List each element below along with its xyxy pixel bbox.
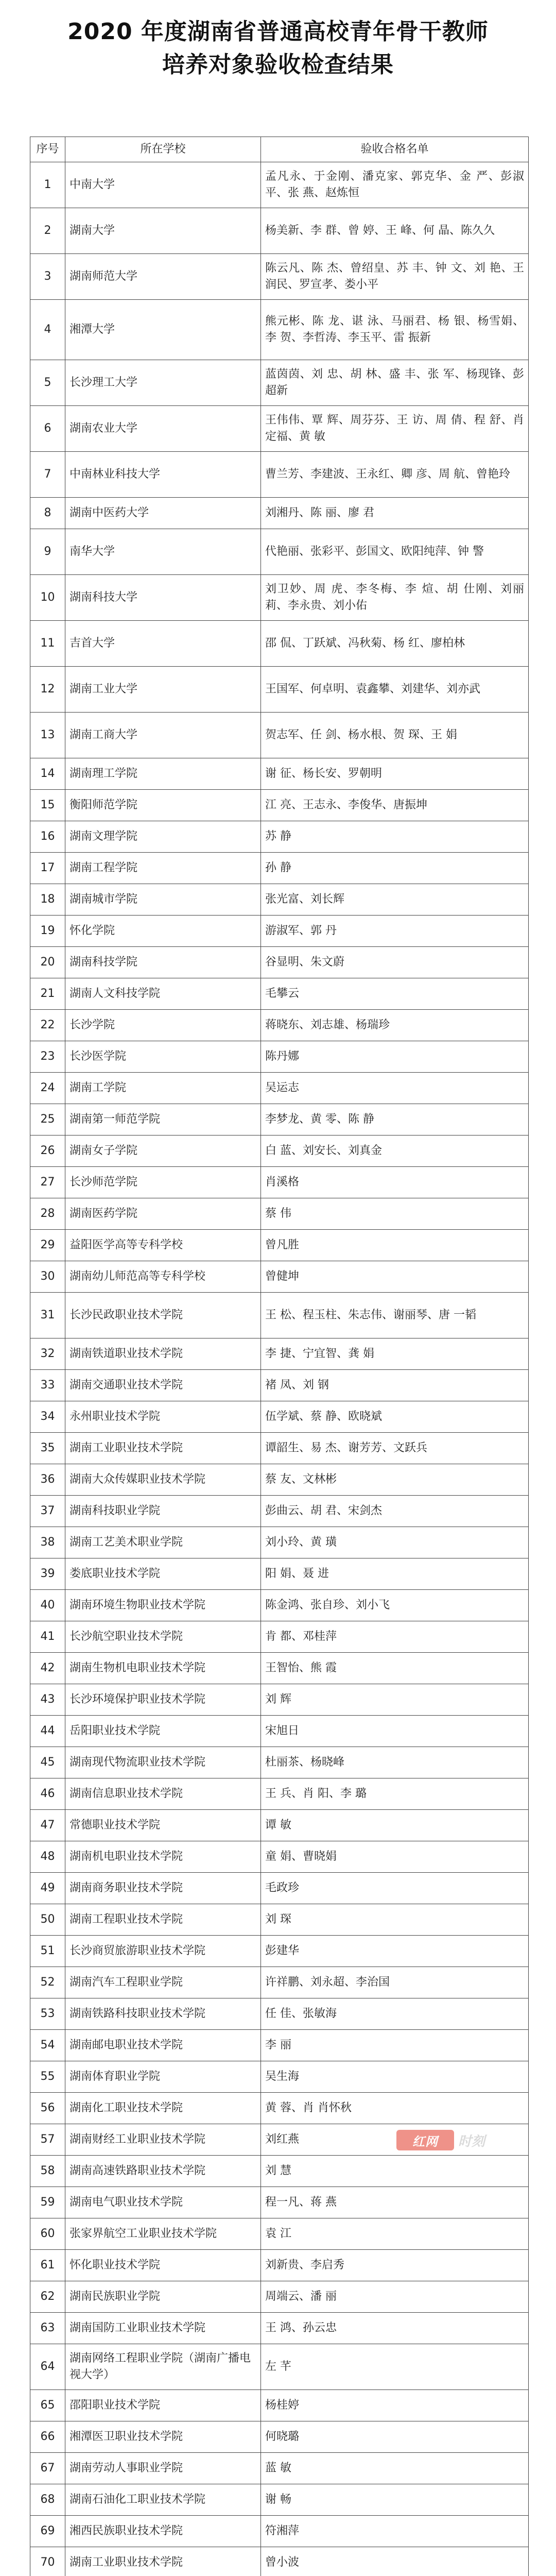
header-names: 验收合格名单	[261, 137, 529, 162]
row-index: 25	[30, 1104, 65, 1136]
row-school: 娄底职业技术学院	[65, 1558, 261, 1590]
row-school: 湖南劳动人事职业学院	[65, 2453, 261, 2484]
watermark-text: 时刻	[458, 2133, 485, 2149]
row-school: 湖南工业职业技术学院	[65, 2547, 261, 2576]
row-school: 中南林业科技大学	[65, 452, 261, 498]
row-names: 李 丽	[261, 2030, 529, 2061]
row-names: 陈丹娜	[261, 1041, 529, 1073]
row-school: 湖南文理学院	[65, 821, 261, 853]
table-row	[30, 1590, 529, 1621]
row-school: 湖南师范大学	[65, 254, 261, 300]
row-names: 蔡 伟	[261, 1198, 529, 1230]
row-index: 57	[30, 2124, 65, 2156]
row-index: 11	[30, 621, 65, 667]
row-school: 常德职业技术学院	[65, 1810, 261, 1841]
row-index: 3	[30, 254, 65, 300]
row-names: 杜丽茶、杨晓峰	[261, 1747, 529, 1778]
row-index: 53	[30, 1998, 65, 2030]
table-row	[30, 208, 529, 254]
row-school: 湖南第一师范学院	[65, 1104, 261, 1136]
row-names: 杨美新、李 群、曾 婷、王 峰、何 晶、陈久久	[261, 208, 529, 254]
row-names: 刘 辉	[261, 1684, 529, 1716]
row-names: 吴生海	[261, 2061, 529, 2093]
table-row	[30, 1464, 529, 1496]
row-school: 湖南工程职业技术学院	[65, 1904, 261, 1936]
row-school: 湖南信息职业技术学院	[65, 1778, 261, 1810]
row-names: 孟凡永、于金刚、潘克家、郭克华、金 严、彭淑平、张 燕、赵炼恒	[261, 162, 529, 208]
row-index: 61	[30, 2250, 65, 2281]
row-school: 湘西民族职业技术学院	[65, 2516, 261, 2547]
row-school: 湖南机电职业技术学院	[65, 1841, 261, 1873]
row-school: 长沙民政职业技术学院	[65, 1293, 261, 1338]
table-row	[30, 821, 529, 853]
row-school: 湖南科技职业学院	[65, 1496, 261, 1527]
table-row	[30, 1873, 529, 1904]
table-row	[30, 1684, 529, 1716]
row-names: 程一凡、蒋 燕	[261, 2187, 529, 2218]
row-school: 湖南工业大学	[65, 667, 261, 713]
table-row	[30, 1041, 529, 1073]
table-row	[30, 2547, 529, 2576]
row-names: 符湘萍	[261, 2516, 529, 2547]
row-names: 贺志军、任 剑、杨水根、贺 琛、王 娟	[261, 713, 529, 758]
row-names: 毛政珍	[261, 1873, 529, 1904]
row-index: 62	[30, 2281, 65, 2313]
row-school: 湖南现代物流职业技术学院	[65, 1747, 261, 1778]
row-names: 曹兰芳、李建波、王永红、卿 彦、周 航、曾艳玲	[261, 452, 529, 498]
row-school: 长沙学院	[65, 1010, 261, 1041]
row-names: 陈金鸿、张自珍、刘小飞	[261, 1590, 529, 1621]
row-school: 邵阳职业技术学院	[65, 2390, 261, 2421]
row-school: 湖南商务职业技术学院	[65, 1873, 261, 1904]
row-school: 湖南工学院	[65, 1073, 261, 1104]
row-names: 黄 蓉、肖 肖怀秋	[261, 2093, 529, 2124]
table-row	[30, 1621, 529, 1653]
table-row	[30, 406, 529, 452]
row-index: 46	[30, 1778, 65, 1810]
row-index: 70	[30, 2547, 65, 2576]
row-index: 13	[30, 713, 65, 758]
row-school: 湖南生物机电职业技术学院	[65, 1653, 261, 1684]
row-names: 周端云、潘 丽	[261, 2281, 529, 2313]
row-school: 张家界航空工业职业技术学院	[65, 2218, 261, 2250]
row-names: 王伟伟、覃 辉、周芬芬、王 访、周 倩、程 舒、肖定福、黄 敏	[261, 406, 529, 452]
row-index: 28	[30, 1198, 65, 1230]
row-school: 湖南民族职业学院	[65, 2281, 261, 2313]
row-school: 岳阳职业技术学院	[65, 1716, 261, 1747]
table-row	[30, 2093, 529, 2124]
row-names: 刘 慧	[261, 2156, 529, 2187]
table-row	[30, 1716, 529, 1747]
row-index: 60	[30, 2218, 65, 2250]
row-index: 33	[30, 1370, 65, 1401]
header-school: 所在学校	[65, 137, 261, 162]
table-row	[30, 1998, 529, 2030]
row-index: 45	[30, 1747, 65, 1778]
table-row	[30, 1936, 529, 1967]
table-row	[30, 713, 529, 758]
row-names: 谭韶生、易 杰、谢芳芳、文跃兵	[261, 1433, 529, 1464]
table-row	[30, 758, 529, 790]
row-index: 58	[30, 2156, 65, 2187]
row-index: 27	[30, 1167, 65, 1198]
row-names: 谢 征、杨长安、罗朝明	[261, 758, 529, 790]
table-row	[30, 790, 529, 821]
row-names: 肖溪格	[261, 1167, 529, 1198]
row-names: 孙 静	[261, 853, 529, 884]
row-index: 41	[30, 1621, 65, 1653]
row-index: 68	[30, 2484, 65, 2516]
row-school: 湖南铁道职业技术学院	[65, 1338, 261, 1370]
table-row	[30, 1338, 529, 1370]
row-index: 47	[30, 1810, 65, 1841]
row-school: 永州职业技术学院	[65, 1401, 261, 1433]
row-names: 白 蓝、刘安长、刘真金	[261, 1136, 529, 1167]
row-index: 37	[30, 1496, 65, 1527]
table-row	[30, 1778, 529, 1810]
table-row	[30, 1230, 529, 1261]
table-row	[30, 1810, 529, 1841]
row-school: 长沙理工大学	[65, 360, 261, 406]
table-row	[30, 452, 529, 498]
row-names: 蔡 友、文林彬	[261, 1464, 529, 1496]
row-names: 曾健坤	[261, 1261, 529, 1293]
table-row	[30, 2516, 529, 2547]
row-names: 刘新贵、李启秀	[261, 2250, 529, 2281]
row-names: 许祥鹏、刘永超、李治国	[261, 1967, 529, 1998]
row-index: 67	[30, 2453, 65, 2484]
row-index: 59	[30, 2187, 65, 2218]
table-row	[30, 2421, 529, 2453]
row-names: 杨桂婷	[261, 2390, 529, 2421]
row-index: 38	[30, 1527, 65, 1558]
row-school: 南华大学	[65, 529, 261, 575]
row-names: 左 芊	[261, 2344, 529, 2390]
table-row	[30, 2453, 529, 2484]
row-index: 23	[30, 1041, 65, 1073]
row-index: 19	[30, 916, 65, 947]
row-school: 湖南环境生物职业技术学院	[65, 1590, 261, 1621]
row-index: 12	[30, 667, 65, 713]
row-index: 66	[30, 2421, 65, 2453]
row-index: 9	[30, 529, 65, 575]
table-row	[30, 1496, 529, 1527]
row-school: 湖南网络工程职业学院（湖南广播电视大学）	[65, 2344, 261, 2390]
table-row	[30, 1293, 529, 1338]
table-row	[30, 667, 529, 713]
row-names: 谢 畅	[261, 2484, 529, 2516]
document-title	[0, 15, 556, 81]
row-school: 湖南铁路科技职业技术学院	[65, 1998, 261, 2030]
table-row	[30, 1010, 529, 1041]
row-school: 湖南工艺美术职业学院	[65, 1527, 261, 1558]
row-index: 39	[30, 1558, 65, 1590]
row-names: 江 亮、王志永、李俊华、唐振坤	[261, 790, 529, 821]
table-row	[30, 947, 529, 978]
row-index: 69	[30, 2516, 65, 2547]
header-index: 序号	[30, 137, 65, 162]
watermark	[396, 2128, 510, 2153]
row-school: 湖南财经工业职业技术学院	[65, 2124, 261, 2156]
table-row	[30, 1558, 529, 1590]
row-names: 张光富、刘长辉	[261, 884, 529, 916]
row-index: 16	[30, 821, 65, 853]
row-school: 湖南人文科技学院	[65, 978, 261, 1010]
table-row	[30, 1104, 529, 1136]
table-row	[30, 254, 529, 300]
row-school: 湖南农业大学	[65, 406, 261, 452]
row-names: 王 松、程玉柱、朱志伟、谢丽琴、唐 一韬	[261, 1293, 529, 1338]
table-row	[30, 978, 529, 1010]
row-school: 衡阳师范学院	[65, 790, 261, 821]
row-names: 王 兵、肖 阳、李 璐	[261, 1778, 529, 1810]
row-index: 15	[30, 790, 65, 821]
row-names: 彭曲云、胡 君、宋剑杰	[261, 1496, 529, 1527]
row-school: 湖南石油化工职业技术学院	[65, 2484, 261, 2516]
row-index: 48	[30, 1841, 65, 1873]
row-index: 64	[30, 2344, 65, 2390]
row-names: 何晓璐	[261, 2421, 529, 2453]
table-row	[30, 916, 529, 947]
row-index: 2	[30, 208, 65, 254]
table-header-row	[30, 137, 529, 162]
title-line-2: 培养对象验收检查结果	[162, 52, 394, 78]
row-school: 长沙商贸旅游职业技术学院	[65, 1936, 261, 1967]
row-index: 56	[30, 2093, 65, 2124]
results-table-container	[30, 137, 528, 2576]
row-names: 游淑军、郭 丹	[261, 916, 529, 947]
table-row	[30, 2061, 529, 2093]
table-row	[30, 162, 529, 208]
row-school: 湖南电气职业技术学院	[65, 2187, 261, 2218]
row-names: 谷显明、朱文蔚	[261, 947, 529, 978]
row-index: 20	[30, 947, 65, 978]
row-school: 湖南中医药大学	[65, 498, 261, 529]
row-index: 44	[30, 1716, 65, 1747]
table-row	[30, 2030, 529, 2061]
row-school: 长沙航空职业技术学院	[65, 1621, 261, 1653]
row-index: 24	[30, 1073, 65, 1104]
table-row	[30, 1841, 529, 1873]
row-names: 刘 琛	[261, 1904, 529, 1936]
table-row	[30, 2218, 529, 2250]
row-index: 6	[30, 406, 65, 452]
table-row	[30, 1653, 529, 1684]
row-school: 湘潭大学	[65, 300, 261, 360]
row-index: 35	[30, 1433, 65, 1464]
row-names: 童 娟、曹晓娟	[261, 1841, 529, 1873]
row-names: 王 鸿、孙云忠	[261, 2313, 529, 2344]
table-row	[30, 1967, 529, 1998]
row-school: 湖南邮电职业技术学院	[65, 2030, 261, 2061]
row-names: 曾凡胜	[261, 1230, 529, 1261]
row-school: 湖南体育职业学院	[65, 2061, 261, 2093]
row-index: 63	[30, 2313, 65, 2344]
table-row	[30, 1527, 529, 1558]
row-index: 50	[30, 1904, 65, 1936]
row-school: 湖南大众传媒职业技术学院	[65, 1464, 261, 1496]
row-school: 吉首大学	[65, 621, 261, 667]
row-names: 曾小波	[261, 2547, 529, 2576]
row-school: 湖南工业职业技术学院	[65, 1433, 261, 1464]
row-names: 刘湘丹、陈 丽、廖 君	[261, 498, 529, 529]
table-row	[30, 575, 529, 621]
table-row	[30, 300, 529, 360]
table-row	[30, 498, 529, 529]
table-row	[30, 529, 529, 575]
table-row	[30, 1167, 529, 1198]
row-school: 湖南科技大学	[65, 575, 261, 621]
table-row	[30, 2281, 529, 2313]
table-row	[30, 1433, 529, 1464]
table-row	[30, 884, 529, 916]
table-row	[30, 2344, 529, 2390]
row-index: 43	[30, 1684, 65, 1716]
table-row	[30, 621, 529, 667]
row-index: 36	[30, 1464, 65, 1496]
row-school: 湖南理工学院	[65, 758, 261, 790]
row-index: 14	[30, 758, 65, 790]
row-school: 湘潭医卫职业技术学院	[65, 2421, 261, 2453]
row-names: 肯 都、邓桂萍	[261, 1621, 529, 1653]
table-row	[30, 2156, 529, 2187]
table-row	[30, 1747, 529, 1778]
row-names: 伍学斌、蔡 静、欧晓斌	[261, 1401, 529, 1433]
row-school: 湖南工程学院	[65, 853, 261, 884]
row-index: 54	[30, 2030, 65, 2061]
row-index: 29	[30, 1230, 65, 1261]
table-row	[30, 1198, 529, 1230]
row-names: 阳 娟、聂 进	[261, 1558, 529, 1590]
row-school: 湖南工商大学	[65, 713, 261, 758]
table-row	[30, 1261, 529, 1293]
row-school: 湖南高速铁路职业技术学院	[65, 2156, 261, 2187]
row-school: 湖南国防工业职业技术学院	[65, 2313, 261, 2344]
row-school: 湖南医药学院	[65, 1198, 261, 1230]
table-row	[30, 853, 529, 884]
row-index: 1	[30, 162, 65, 208]
table-row	[30, 1370, 529, 1401]
row-index: 21	[30, 978, 65, 1010]
row-index: 30	[30, 1261, 65, 1293]
row-school: 湖南科技学院	[65, 947, 261, 978]
table-row	[30, 2390, 529, 2421]
row-names: 蓝 敏	[261, 2453, 529, 2484]
row-names: 毛攀云	[261, 978, 529, 1010]
row-names: 刘卫妙、周 虎、李冬梅、李 煊、胡 仕刚、刘丽莉、李永贵、刘小佑	[261, 575, 529, 621]
row-school: 长沙环境保护职业技术学院	[65, 1684, 261, 1716]
row-school: 湖南化工职业技术学院	[65, 2093, 261, 2124]
row-names: 陈云凡、陈 杰、曾绍皇、苏 丰、钟 文、刘 艳、王润民、罗宣孝、娄小平	[261, 254, 529, 300]
row-index: 22	[30, 1010, 65, 1041]
row-school: 中南大学	[65, 162, 261, 208]
row-index: 26	[30, 1136, 65, 1167]
row-index: 17	[30, 853, 65, 884]
row-school: 湖南女子学院	[65, 1136, 261, 1167]
row-index: 31	[30, 1293, 65, 1338]
row-index: 51	[30, 1936, 65, 1967]
row-index: 8	[30, 498, 65, 529]
results-table	[30, 137, 529, 2576]
row-school: 长沙师范学院	[65, 1167, 261, 1198]
table-body	[30, 162, 529, 2576]
row-names: 谭 敏	[261, 1810, 529, 1841]
row-index: 49	[30, 1873, 65, 1904]
table-row	[30, 2484, 529, 2516]
row-index: 40	[30, 1590, 65, 1621]
table-row	[30, 1136, 529, 1167]
table-row	[30, 2313, 529, 2344]
row-names: 吴运志	[261, 1073, 529, 1104]
table-row	[30, 1401, 529, 1433]
row-index: 10	[30, 575, 65, 621]
row-names: 袁 江	[261, 2218, 529, 2250]
table-row	[30, 1904, 529, 1936]
row-names: 邵 侃、丁跃斌、冯秋菊、杨 红、廖柏林	[261, 621, 529, 667]
row-names: 宋旭日	[261, 1716, 529, 1747]
row-names: 王国军、何卓明、袁鑫攀、刘建华、刘亦武	[261, 667, 529, 713]
row-names: 蓝茵茵、刘 忠、胡 林、盛 丰、张 军、杨现锋、彭超新	[261, 360, 529, 406]
row-names: 任 佳、张敏海	[261, 1998, 529, 2030]
row-school: 湖南汽车工程职业学院	[65, 1967, 261, 1998]
title-line-1: 2020 年度湖南省普通高校青年骨干教师	[67, 19, 489, 45]
watermark-logo: 红网	[396, 2130, 454, 2150]
row-index: 4	[30, 300, 65, 360]
table-row	[30, 360, 529, 406]
row-names: 李 捷、宁宜智、龚 娟	[261, 1338, 529, 1370]
row-school: 怀化学院	[65, 916, 261, 947]
row-names: 刘小玲、黄 璜	[261, 1527, 529, 1558]
row-school: 湖南交通职业技术学院	[65, 1370, 261, 1401]
table-row	[30, 1073, 529, 1104]
row-index: 5	[30, 360, 65, 406]
row-names: 苏 静	[261, 821, 529, 853]
row-index: 65	[30, 2390, 65, 2421]
row-school: 湖南大学	[65, 208, 261, 254]
row-school: 长沙医学院	[65, 1041, 261, 1073]
row-names: 王智怡、熊 霞	[261, 1653, 529, 1684]
row-index: 32	[30, 1338, 65, 1370]
row-index: 18	[30, 884, 65, 916]
row-school: 怀化职业技术学院	[65, 2250, 261, 2281]
row-index: 52	[30, 1967, 65, 1998]
row-names: 李梦龙、黄 零、陈 静	[261, 1104, 529, 1136]
row-index: 7	[30, 452, 65, 498]
row-index: 55	[30, 2061, 65, 2093]
table-row	[30, 2250, 529, 2281]
row-names: 刘红燕	[261, 2124, 529, 2156]
row-index: 42	[30, 1653, 65, 1684]
row-names: 熊元彬、陈 龙、谌 泳、马丽君、杨 银、杨雪娟、李 贺、李哲涛、李玉平、雷 振新	[261, 300, 529, 360]
row-school: 湖南城市学院	[65, 884, 261, 916]
row-names: 褚 凤、刘 钢	[261, 1370, 529, 1401]
row-names: 彭建华	[261, 1936, 529, 1967]
table-row	[30, 2187, 529, 2218]
row-school: 湖南幼儿师范高等专科学校	[65, 1261, 261, 1293]
row-school: 益阳医学高等专科学校	[65, 1230, 261, 1261]
row-names: 代艳丽、张彩平、彭国文、欧阳纯萍、钟 警	[261, 529, 529, 575]
row-names: 蒋晓东、刘志雄、杨瑞珍	[261, 1010, 529, 1041]
row-index: 34	[30, 1401, 65, 1433]
